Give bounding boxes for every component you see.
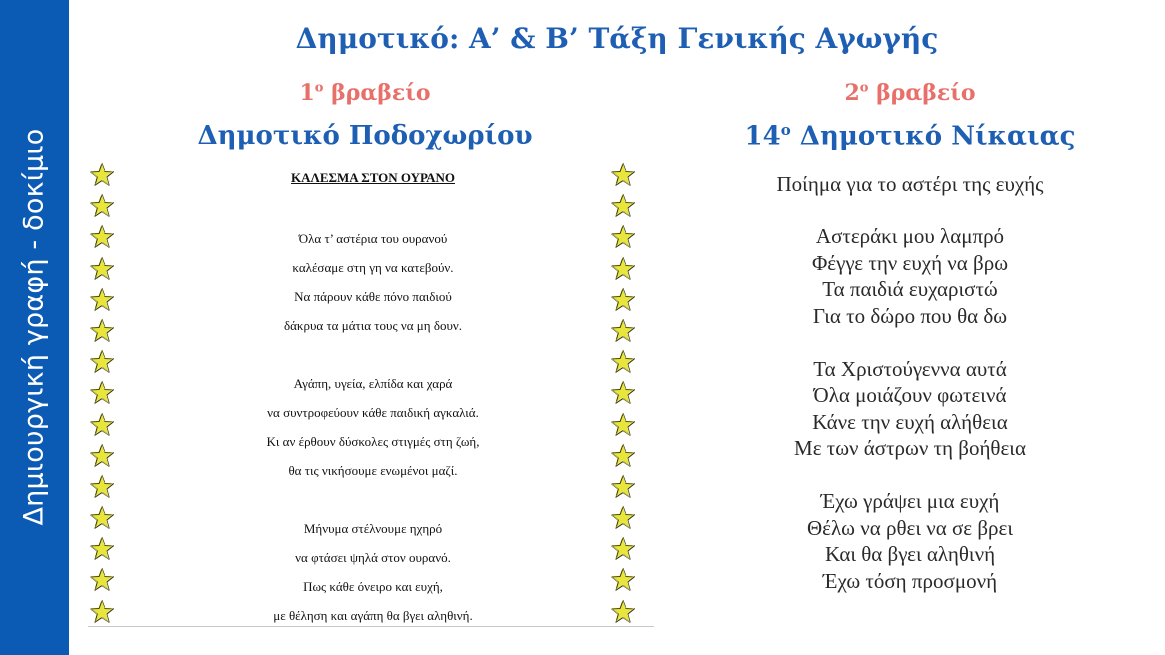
star-icon: [610, 567, 636, 593]
poem-line: καλέσαμε στη γη να κατεβούν.: [292, 260, 454, 275]
poem-line: δάκρυα τα μάτια τους να μη δουν.: [283, 318, 463, 333]
star-icon: [610, 224, 636, 250]
star-icon: [610, 505, 636, 531]
star-icon: [610, 599, 636, 625]
second-school-name: $14^o$ Δημοτικό Νίκαιας: [744, 121, 1076, 152]
first-stanza-3: [148, 514, 598, 627]
sidebar-label: Δημιουργική γραφή - δοκίμιο: [18, 128, 50, 526]
first-stanza-2: [148, 369, 598, 485]
first-prize-label: $1^o$ βραβείο: [299, 80, 431, 106]
second-prize-label: $2^o$ βραβείο: [844, 80, 976, 106]
star-icon: [89, 193, 115, 219]
star-border-left: [89, 162, 117, 627]
star-icon: [89, 162, 115, 188]
star-icon: [89, 536, 115, 562]
poem-line: Όλα μοιάζουν φωτεινά: [813, 383, 1007, 407]
poem-line: να φτάσει ψηλά στον ουρανό.: [295, 550, 451, 565]
page-title: Δημοτικό: Α’ & Β’ Τάξη Γενικής Αγωγής: [295, 22, 939, 55]
star-icon: [89, 287, 115, 313]
star-border-right: [610, 162, 638, 627]
poem-line: Με των άστρων τη βοήθεια: [794, 436, 1026, 460]
star-icon: [89, 224, 115, 250]
poem-line: Κάνε την ευχή αλήθεια: [812, 409, 1008, 434]
star-icon: [89, 318, 115, 344]
poem-line: Έχω τόση προσμονή: [822, 568, 998, 593]
poem-line: να συντροφεύουν κάθε παιδική αγκαλιά.: [267, 405, 479, 420]
star-icon: [610, 287, 636, 313]
poem-line: Πως κάθε όνειρο και ευχή,: [303, 579, 443, 594]
poem-line: Μήνυμα στέλνουμε ηχηρό: [303, 521, 443, 536]
poem-line: Τα παιδιά ευχαριστώ: [822, 277, 998, 301]
poem-line: Αστεράκι μου λαμπρό: [815, 224, 1005, 248]
star-icon: [89, 443, 115, 469]
star-icon: [89, 349, 115, 375]
star-icon: [610, 412, 636, 438]
poem-line: Και θα βγει αληθινή: [824, 542, 996, 566]
star-icon: [89, 474, 115, 500]
poem-line: Για το δώρο που θα δω: [812, 303, 1008, 328]
star-icon: [89, 412, 115, 438]
star-icon: [610, 162, 636, 188]
poem-line: Όλα τ’ αστέρια του ουρανού: [298, 231, 448, 246]
poem-line: Θέλω να ρθει να σε βρει: [806, 515, 1013, 540]
star-icon: [610, 474, 636, 500]
star-icon: [610, 193, 636, 219]
first-poem: [148, 170, 598, 627]
star-icon: [610, 443, 636, 469]
first-stanza-1: [148, 224, 598, 340]
star-icon: [89, 380, 115, 406]
second-poem-title: Ποίημα για το αστέρι της ευχής: [776, 172, 1044, 196]
first-poem-document: [88, 160, 654, 627]
poem-line: Τα Χριστούγεννα αυτά: [813, 356, 1007, 381]
poem-line: Αγάπη, υγεία, ελπίδα και χαρά: [293, 376, 453, 391]
star-icon: [89, 567, 115, 593]
sidebar: [0, 0, 69, 655]
first-school-name: Δημοτικό Ποδοχωρίου: [197, 121, 533, 151]
second-stanza-1: [710, 223, 1110, 329]
star-icon: [610, 349, 636, 375]
second-stanza-3: [710, 488, 1110, 594]
star-icon: [89, 599, 115, 625]
poem-line: με θέληση και αγάπη θα βγει αληθινή.: [273, 608, 473, 623]
second-poem: [710, 172, 1110, 594]
poem-line: θα τις νικήσουμε ενωμένοι μαζί.: [288, 463, 458, 478]
poem-line: Κι αν έρθουν δύσκολες στιγμές στη ζωή,: [266, 434, 480, 449]
star-icon: [610, 318, 636, 344]
poem-line: Να πάρουν κάθε πόνο παιδιού: [294, 289, 452, 304]
star-icon: [89, 256, 115, 282]
poem-line: Έχω γράψει μια ευχή: [820, 489, 1000, 513]
star-icon: [610, 380, 636, 406]
star-icon: [610, 536, 636, 562]
poem-line: Φέγγε την ευχή να βρω: [811, 250, 1009, 275]
star-icon: [89, 505, 115, 531]
star-icon: [610, 256, 636, 282]
first-poem-title: ΚΑΛΕΣΜΑ ΣΤΟΝ ΟΥΡΑΝΟ: [291, 170, 455, 185]
second-stanza-2: [710, 356, 1110, 462]
